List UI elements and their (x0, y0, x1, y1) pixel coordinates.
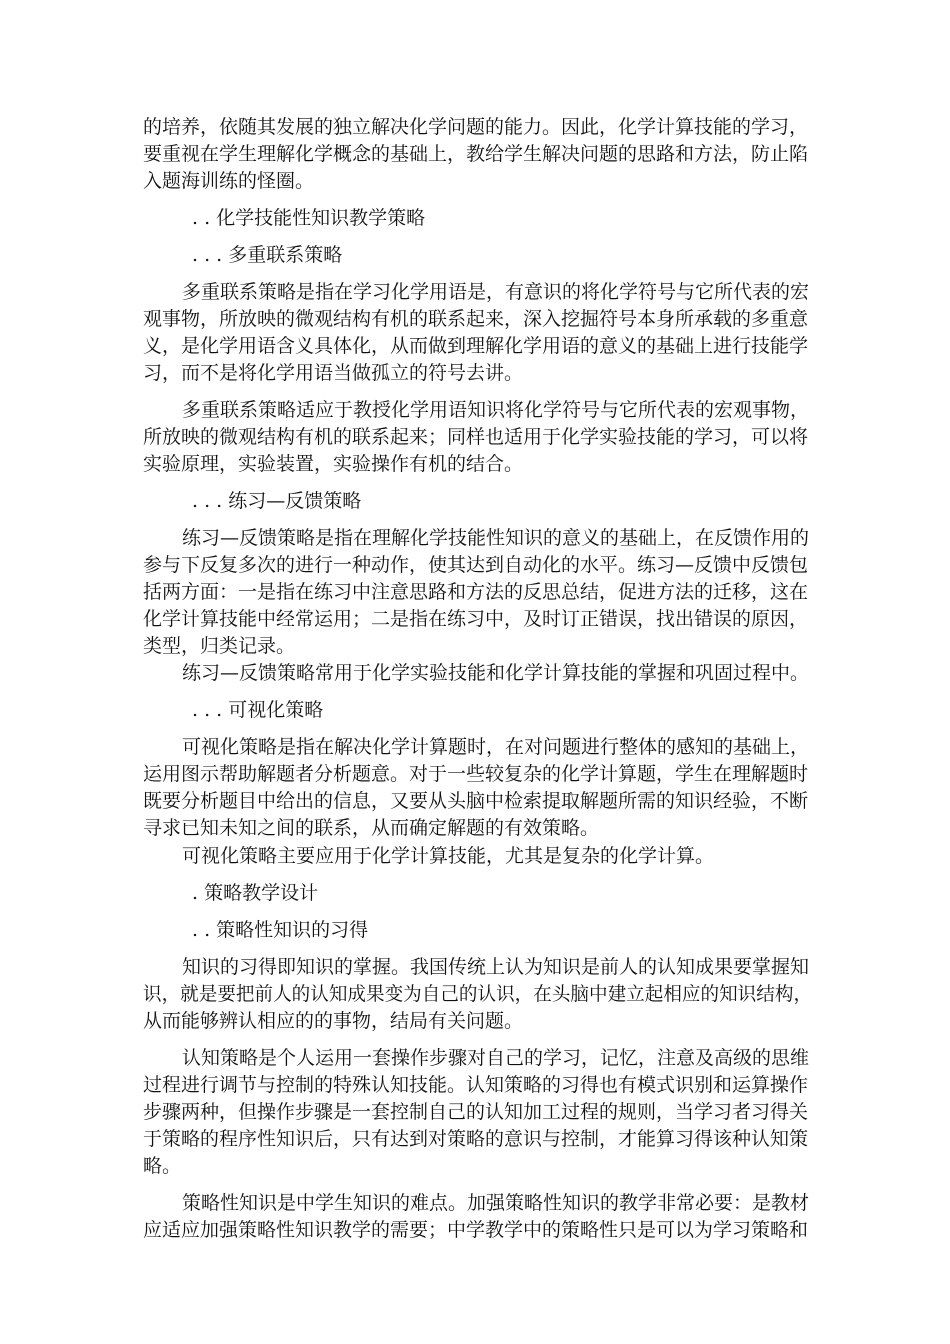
paragraph-line: 寻求已知未知之间的联系，从而确定解题的有效策略。 (143, 817, 600, 839)
paragraph-line: 习，而不是将化学用语当做孤立的符号去讲。 (143, 362, 524, 384)
paragraph-line: 可视化策略是指在解决化学计算题时，在对问题进行整体的感知的基础上， (182, 736, 810, 758)
paragraph-line: 化学计算技能中经常运用；二是指在练习中，及时订正错误，找出错误的原因， (143, 608, 809, 630)
subsection-heading-practice-feedback: . . . 练习—反馈策略 (192, 490, 362, 512)
paragraph-line: 参与下反复多次的进行一种动作，使其达到自动化的水平。练习—反馈中反馈包 (143, 554, 809, 576)
paragraph-line: 观事物，所放映的微观结构有机的联系起来，深入挖掘符号本身所承载的多重意 (143, 308, 809, 330)
paragraph-line: 认知策略是个人运用一套操作步骤对自己的学习，记忆，注意及高级的思维 (182, 1047, 810, 1069)
paragraph-line: 策略性知识是中学生知识的难点。加强策略性知识的教学非常必要：是教材 (182, 1192, 810, 1214)
paragraph-line: 入题海训练的怪圈。 (143, 170, 315, 192)
paragraph-line: 多重联系策略适应于教授化学用语知识将化学符号与它所代表的宏观事物， (182, 399, 810, 421)
paragraph-line: 的培养，依随其发展的独立解决化学问题的能力。因此，化学计算技能的学习， (143, 116, 809, 138)
paragraph-line: 从而能够辨认相应的的事物，结局有关问题。 (143, 1010, 524, 1032)
subsection-heading-visualization: . . . 可视化策略 (192, 699, 324, 721)
paragraph-line: 既要分析题目中给出的信息，又要从头脑中检索提取解题所需的知识经验，不断 (143, 790, 809, 812)
paragraph-line: 练习—反馈策略是指在理解化学技能性知识的意义的基础上，在反馈作用的 (182, 527, 810, 549)
paragraph-line: 所放映的微观结构有机的联系起来；同样也适用于化学实验技能的学习，可以将 (143, 426, 809, 448)
paragraph-line: 练习—反馈策略常用于化学实验技能和化学计算技能的掌握和巩固过程中。 (182, 662, 810, 684)
paragraph-line: 应适应加强策略性知识教学的需要；中学教学中的策略性只是可以为学习策略和 (143, 1219, 809, 1241)
paragraph-line: 要重视在学生理解化学概念的基础上，教给学生解决问题的思路和方法，防止陷 (143, 143, 809, 165)
paragraph-line: 步骤两种，但操作步骤是一套控制自己的认知加工过程的规则，当学习者习得关 (143, 1101, 809, 1123)
paragraph-line: 于策略的程序性知识后，只有达到对策略的意识与控制，才能算习得该种认知策 (143, 1128, 809, 1150)
paragraph-line: 义，是化学用语含义具体化，从而做到理解化学用语的意义的基础上进行技能学 (143, 335, 809, 357)
paragraph-line: 识，就是要把前人的认知成果变为自己的认识，在头脑中建立起相应的知识结构， (143, 983, 813, 1005)
paragraph-line: 知识的习得即知识的掌握。我国传统上认为知识是前人的认知成果要掌握知 (182, 956, 810, 978)
section-heading-design: . 策略教学设计 (192, 882, 319, 904)
paragraph-line: 可视化策略主要应用于化学计算技能，尤其是复杂的化学计算。 (182, 845, 715, 867)
subsection-heading-multi-link: . . . 多重联系策略 (192, 244, 343, 266)
subsection-heading-acquisition: . . 策略性知识的习得 (192, 919, 369, 941)
paragraph-line: 实验原理，实验装置，实验操作有机的结合。 (143, 453, 524, 475)
paragraph-line: 过程进行调节与控制的特殊认知技能。认知策略的习得也有模式识别和运算操作 (143, 1074, 809, 1096)
paragraph-line: 运用图示帮助解题者分析题意。对于一些较复杂的化学计算题，学生在理解题时 (143, 763, 809, 785)
section-heading-skill-strategies: . . 化学技能性知识教学策略 (192, 207, 426, 229)
paragraph-line: 多重联系策略是指在学习化学用语是，有意识的将化学符号与它所代表的宏 (182, 281, 810, 303)
paragraph-line: 类型，归类记录。 (143, 635, 296, 657)
paragraph-line: 括两方面：一是指在练习中注意思路和方法的反思总结，促进方法的迁移，这在 (143, 581, 809, 603)
paragraph-line: 略。 (143, 1155, 182, 1177)
